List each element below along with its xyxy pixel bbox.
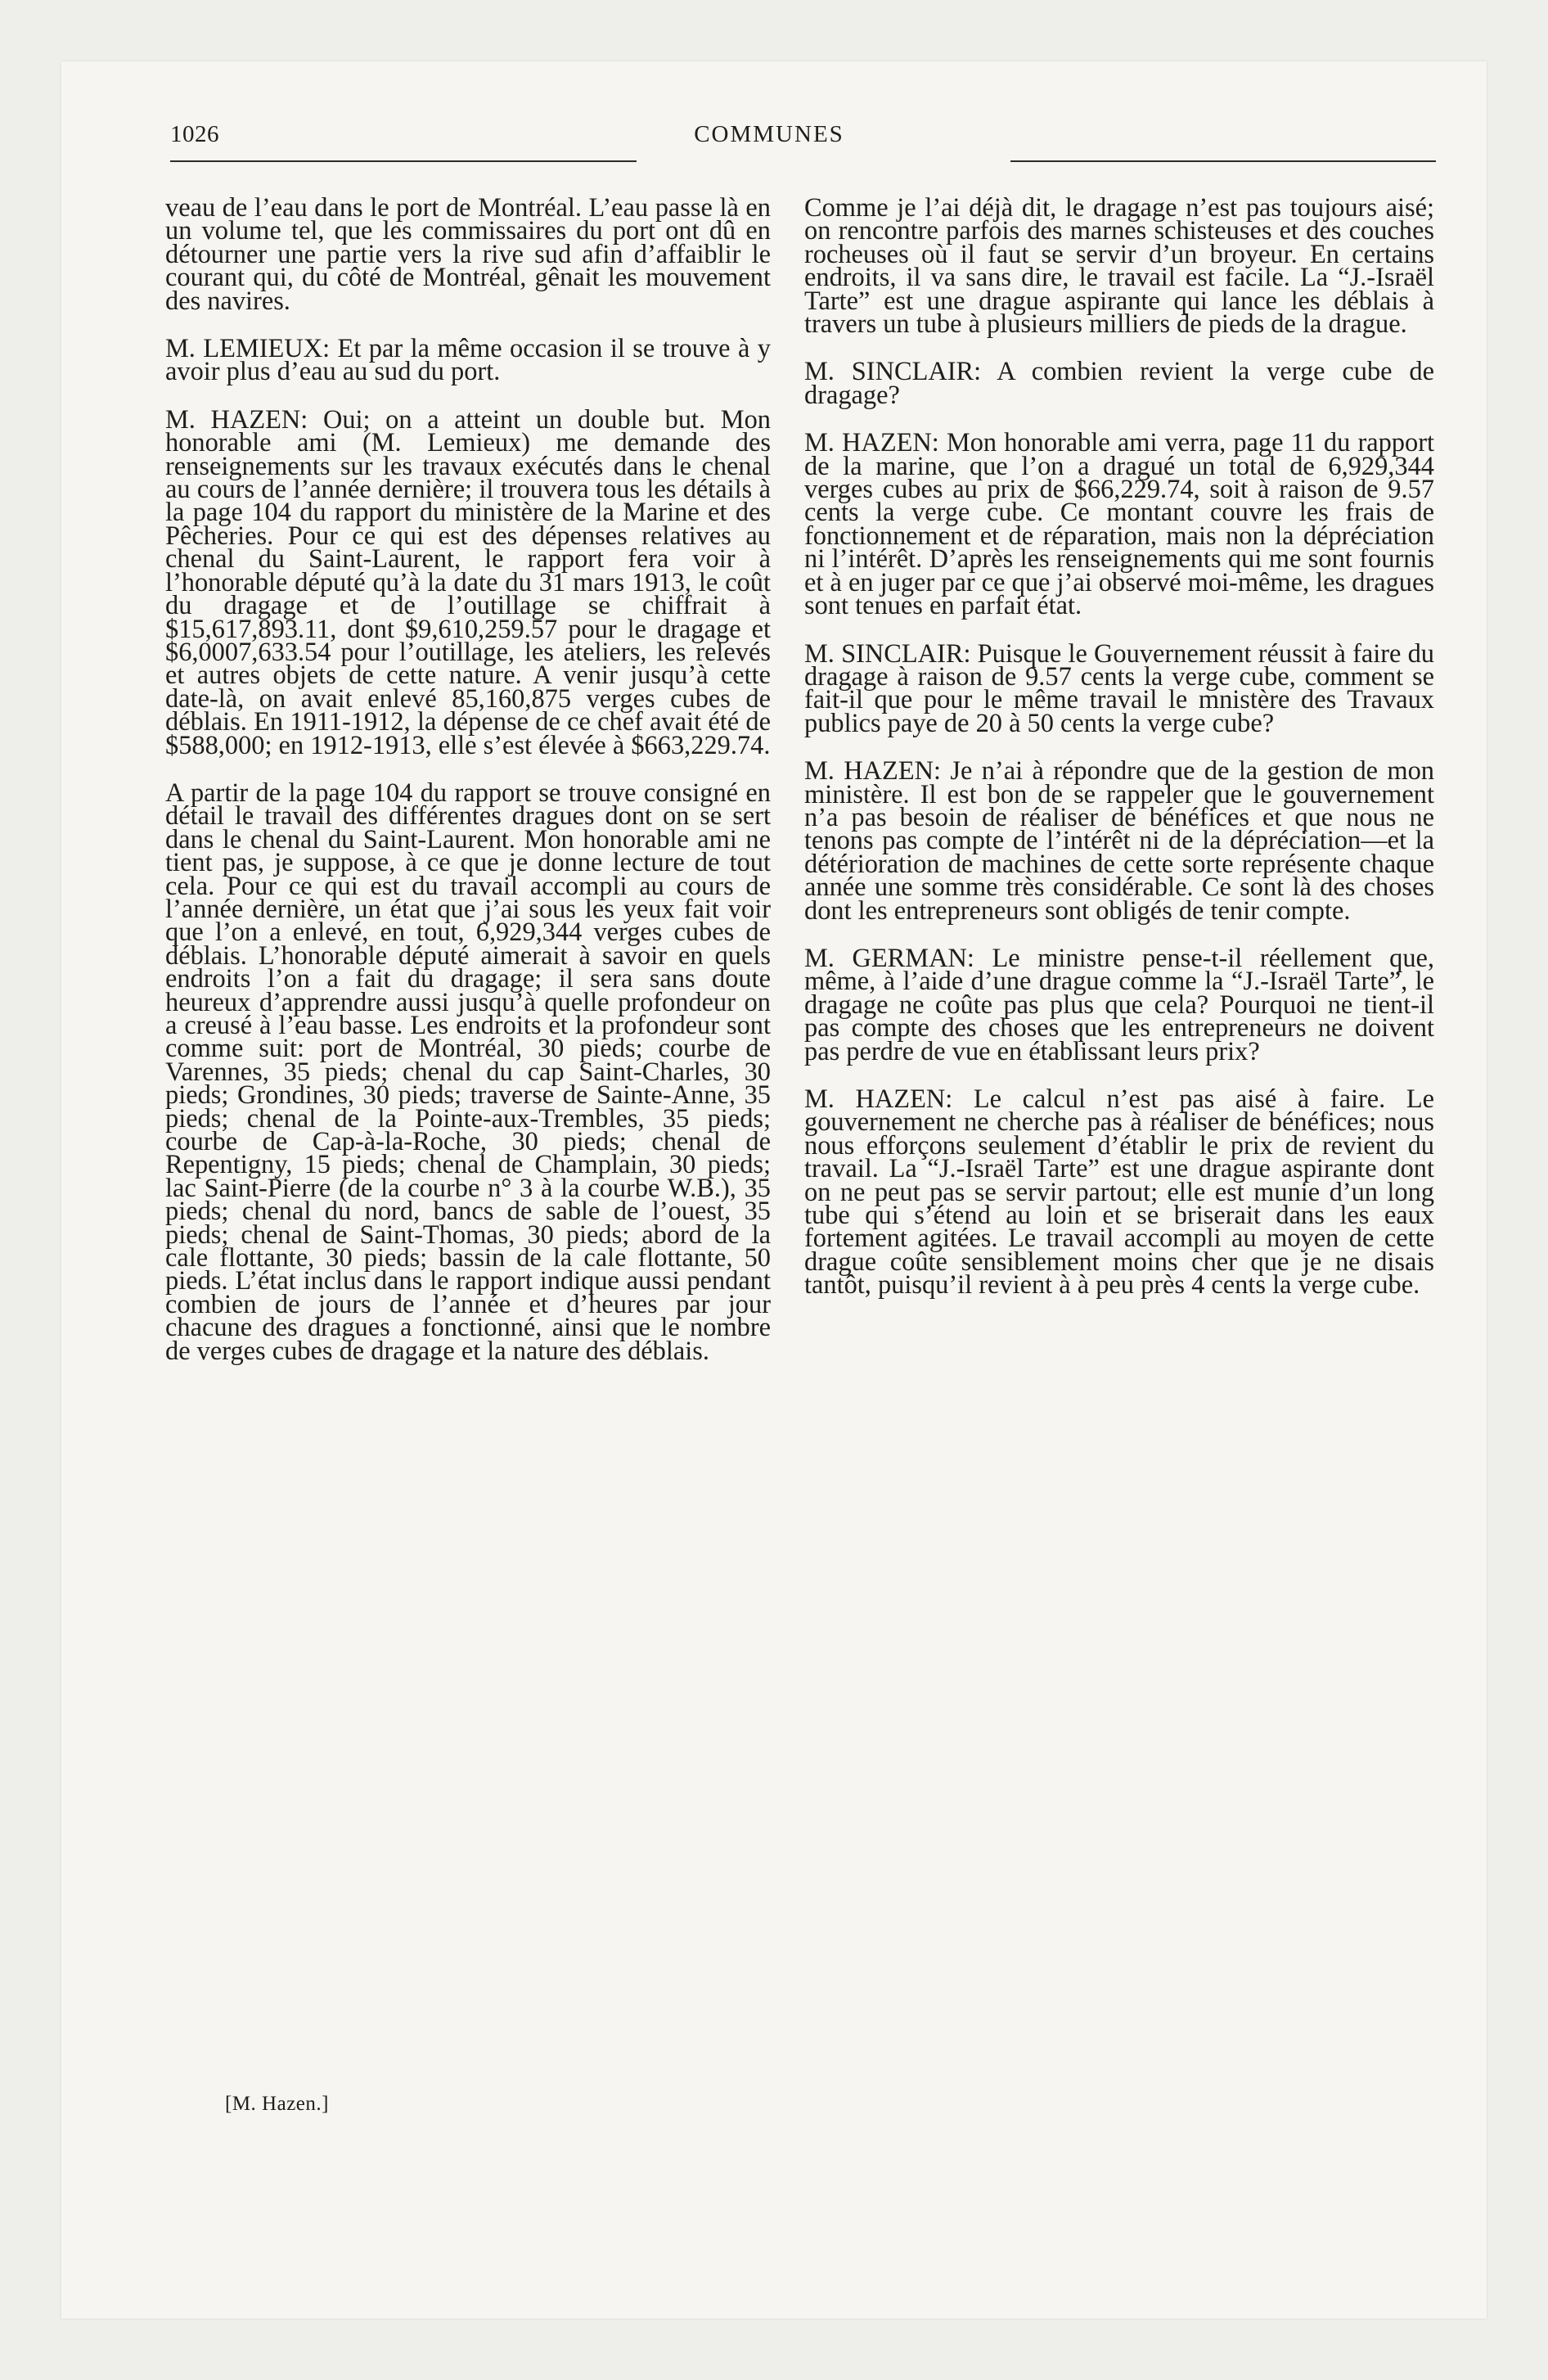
paragraph: M. HAZEN: Oui; on a atteint un double but. Mon honorable ami (M. Lemieux) me demande des renseignements sur les travaux exécutés dans le chenal au cours de l’année dernière; il trouvera tous les détails à la page 104 du rapport du ministère de la Marine et des Pêcheries. Pour ce qui est des dépenses relatives au chenal du Saint-Laurent, le rapport fera voir à l’honorable député qu’à la date du 31 mars 1913, le coût du dragage et de l’outillage se chiffrait à $15,617,893.11, dont $9,610,259.57 pour le dragage et $6,0007,633.54 pour l’outillage, les ateliers, les relevés et autres objets de cette nature. A venir jusqu’à cette date-là, on avait enlevé 85,160,875 verges cubes de déblais. En 1911-1912, la dépense de ce chef avait été de $588,000; en 1912-1913, elle s’est élevée à $663,229.74. <box>165 404 771 760</box>
left-column <box>165 193 771 1387</box>
speaker-signature: [M. Hazen.] <box>225 2093 329 2115</box>
header-rule-left <box>170 160 637 162</box>
paragraph: Comme je l’ai déjà dit, le dragage n’est pas toujours aisé; on rencontre parfois des marnes schisteuses et des couches rocheuses où il faut se servir d’un broyeur. En certains endroits, il va sans dire, le travail est facile. La “J.-Israël Tarte” est une drague aspirante qui lance les déblais à travers un tube à plusieurs milliers de pieds de la drague. <box>804 193 1434 340</box>
paragraph: M. HAZEN: Mon honorable ami verra, page 11 du rapport de la marine, que l’on a dragué un total de 6,929,344 verges cubes au prix de $66,229.74, soit à raison de 9.57 cents la verge cube. Ce montant couvre les frais de fonctionnement et de réparation, mais non la dépréciation ni l’intérêt. D’après les renseignements qui me sont fournis et à en juger par ce que j’ai observé moi-même, les dragues sont tenues en parfait état. <box>804 428 1434 621</box>
paragraph: M. HAZEN: Le calcul n’est pas aisé à faire. Le gouvernement ne cherche pas à réaliser de bénéfices; nous nous efforçons seulement d’établir le prix de revient du travail. La “J.-Israël Tarte” est une drague aspirante dont on ne peut pas se servir partout; elle est munie d’un long tube qui s’étend au loin et se briserait dans les eaux fortement agitées. Le travail accompli au moyen de cette drague coûte sensiblement moins cher que je ne disais tantôt, puisqu’il revient à à peu près 4 cents la verge cube. <box>804 1084 1434 1300</box>
paragraph: M. GERMAN: Le ministre pense-t-il réellement que, même, à l’aide d’une drague comme la “J.-Israël Tarte”, le dragage ne coûte pas plus que cela? Pourquoi ne tient-il pas compte des choses que les entrepreneurs ne doivent pas perdre de vue en établissant leurs prix? <box>804 943 1434 1066</box>
running-head <box>110 116 1428 149</box>
header-rule-right <box>1010 160 1436 162</box>
paragraph: M. SINCLAIR: A combien revient la verge cube de dragage? <box>804 357 1434 410</box>
paragraph: M. LEMIEUX: Et par la même occasion il se trouve à y avoir plus d’eau au sud du port. <box>165 334 771 387</box>
section-title: COMMUNES <box>694 121 844 147</box>
paragraph: veau de l’eau dans le port de Montréal. L’eau passe là en un volume tel, que les commissaires du port ont dû en détourner une partie vers la rive sud afin d’affaiblir le courant qui, du côté de Montréal, gênait les mouvement des navires. <box>165 193 771 316</box>
paragraph: M. SINCLAIR: Puisque le Gouvernement réussit à faire du dragage à raison de 9.57 cents la verge cube, comment se fait-il que pour le même travail le mnistère des Travaux publics paye de 20 à 50 cents la verge cube? <box>804 638 1434 738</box>
right-column <box>804 193 1434 1322</box>
page-number: 1026 <box>170 121 219 147</box>
paragraph: M. HAZEN: Je n’ai à répondre que de la gestion de mon ministère. Il est bon de se rappeler que le gouvernement n’a pas besoin de réaliser de bénéfices et que nous ne tenons pas compte de l’intérêt ni de la dépréciation—et la détérioration de machines de cette sorte représente chaque année une somme très considérable. Ce sont là des choses dont les entrepreneurs sont obligés de tenir compte. <box>804 756 1434 926</box>
paragraph: A partir de la page 104 du rapport se trouve consigné en détail le travail des différentes dragues dont on se sert dans le chenal du Saint-Laurent. Mon honorable ami ne tient pas, je suppose, à ce que je donne lecture de tout cela. Pour ce qui est du travail accompli au cours de l’année dernière, un état que j’ai sous les yeux fait voir que l’on a enlevé, en tout, 6,929,344 verges cubes de déblais. L’honorable député aimerait à savoir en quels endroits l’on a fait du dragage; il sera sans doute heureux d’apprendre aussi jusqu’à quelle profondeur on a creusé à l’eau basse. Les endroits et la profondeur sont comme suit: port de Montréal, 30 pieds; courbe de Varennes, 35 pieds; chenal du cap Saint-Charles, 30 pieds; Grondines, 30 pieds; traverse de Sainte-Anne, 35 pieds; chenal de la Pointe-aux-Trembles, 35 pieds; courbe de Cap-à-la-Roche, 30 pieds; chenal de Repentigny, 15 pieds; chenal de Champlain, 30 pieds; lac Saint-Pierre (de la courbe n° 3 à la courbe W.B.), 35 pieds; chenal du nord, bancs de sable de l’ouest, 35 pieds; chenal de Saint-Thomas, 30 pieds; abord de la cale flottante, 30 pieds; bassin de la cale flottante, 50 pieds. L’état inclus dans le rapport indique aussi pendant combien de jours de l’année et d’heures par jour chacune des dragues a fonctionné, ainsi que le nombre de verges cubes de dragage et la nature des déblais. <box>165 778 771 1366</box>
